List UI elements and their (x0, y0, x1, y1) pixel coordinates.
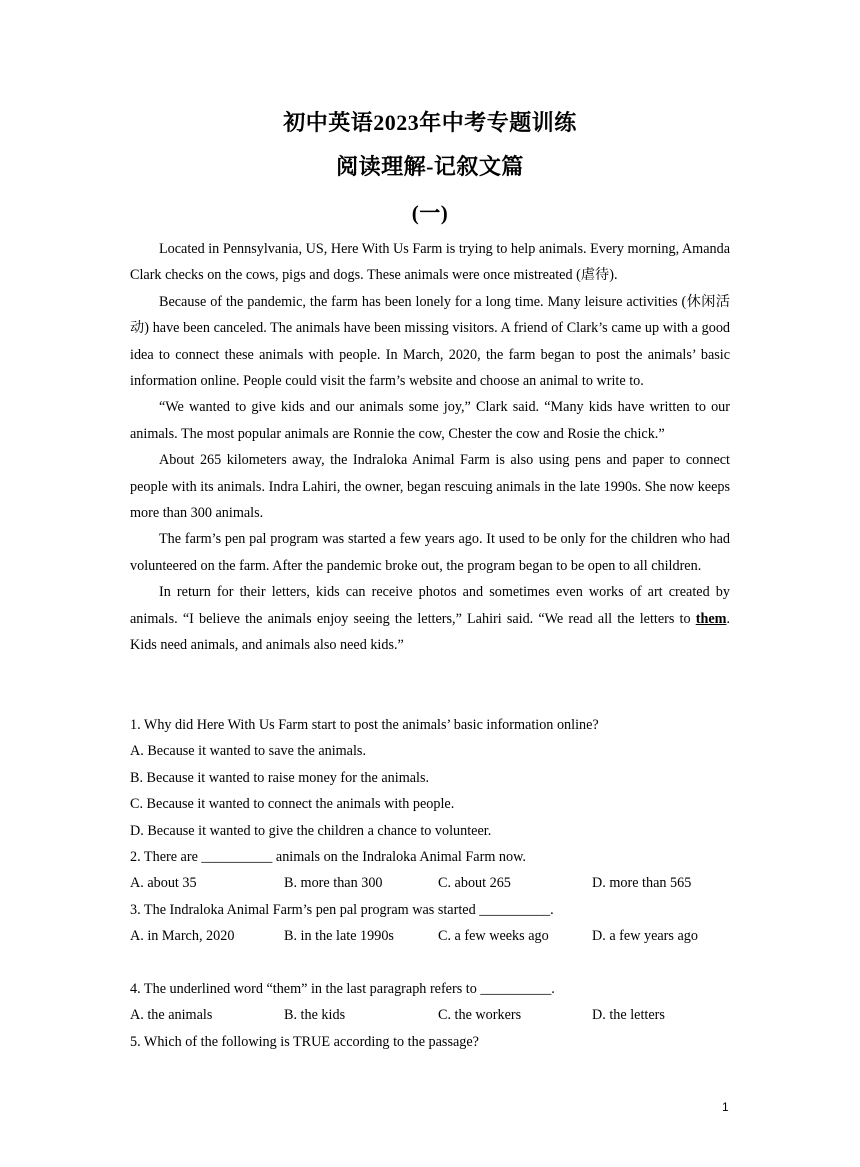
page-number: 1 (722, 1100, 729, 1114)
question-list (130, 712, 730, 1055)
options-2 (130, 870, 730, 896)
question-3: 3. The Indraloka Animal Farm’s pen pal program was started __________. (130, 901, 554, 918)
option-3c: C. a few weeks ago (438, 928, 549, 945)
options-4 (130, 1002, 730, 1028)
option-1b: B. Because it wanted to raise money for the animals. (130, 769, 430, 786)
document-subtitle: 阅读理解-记叙文篇 (336, 154, 524, 179)
option-1d: D. Because it wanted to give the children a chance to volunteer. (130, 822, 492, 839)
underlined-word: them (695, 610, 727, 627)
option-4c: C. the workers (438, 1007, 522, 1024)
question-4: 4. The underlined word “them” in the last paragraph refers to __________. (130, 981, 555, 998)
paragraph-4: About 265 kilometers away, the Indraloka Animal Farm is also using pens and paper to connect people with its animals. Indra Lahiri, the owner, began rescuing animals in the late 1990s. She now keeps more than 300 animals. (130, 452, 730, 522)
question-2: 2. There are __________ animals on the Indraloka Animal Farm now. (130, 849, 526, 866)
option-2b: B. more than 300 (284, 875, 383, 892)
paragraph-1: Located in Pennsylvania, US, Here With Us Farm is trying to help animals. Every morning, Amanda Clark checks on the cows, pigs and dogs. These animals were once mistreated (虐待). (130, 241, 730, 284)
option-3d: D. a few years ago (592, 928, 698, 945)
paragraph-3: “We wanted to give kids and our animals some joy,” Clark said. “Many kids have written to our animals. The most popular animals are Ronnie the cow, Chester the cow and Rosie the chick.” (130, 399, 730, 442)
option-2a: A. about 35 (130, 875, 197, 892)
paragraph-6-end: . Kids need animals, and animals also need kids.” (130, 610, 730, 654)
paragraph-2: Because of the pandemic, the farm has been lonely for a long time. Many leisure activities (休闲活动) have been canceled. The animals have been missing visitors. A friend of Clark’s came up with a good idea to connect these animals with people. In March, 2020, the farm began to post the animals’ basic information online. People could visit the farm’s website and choose an animal to write to. (130, 293, 730, 390)
option-4d: D. the letters (592, 1007, 665, 1024)
paragraph-6 (130, 579, 730, 658)
option-1a: A. Because it wanted to save the animals. (130, 743, 366, 760)
option-2c: C. about 265 (438, 875, 511, 892)
section-number: (一) (411, 201, 449, 225)
option-4a: A. the animals (130, 1007, 213, 1024)
option-2d: D. more than 565 (592, 875, 692, 892)
document-title: 初中英语2023年中考专题训练 (283, 110, 577, 135)
blank-line (130, 950, 730, 976)
options-3 (130, 923, 730, 949)
option-3b: B. in the late 1990s (284, 928, 394, 945)
paragraph-6-start: In return for their letters, kids can receive photos and sometimes even works of art created by animals. “I believe the animals enjoy seeing the letters,” Lahiri said. “We read all the letters to (130, 584, 730, 627)
option-4b: B. the kids (284, 1007, 346, 1024)
option-1c: C. Because it wanted to connect the animals with people. (130, 796, 455, 813)
question-5: 5. Which of the following is TRUE according to the passage? (130, 1033, 479, 1050)
reading-passage (130, 236, 730, 659)
question-1: 1. Why did Here With Us Farm start to post the animals’ basic information online? (130, 717, 599, 733)
option-3a: A. in March, 2020 (130, 928, 235, 945)
paragraph-5: The farm’s pen pal program was started a few years ago. It used to be only for the children who had volunteered on the farm. After the pandemic broke out, the program began to be open to all children. (130, 531, 730, 574)
